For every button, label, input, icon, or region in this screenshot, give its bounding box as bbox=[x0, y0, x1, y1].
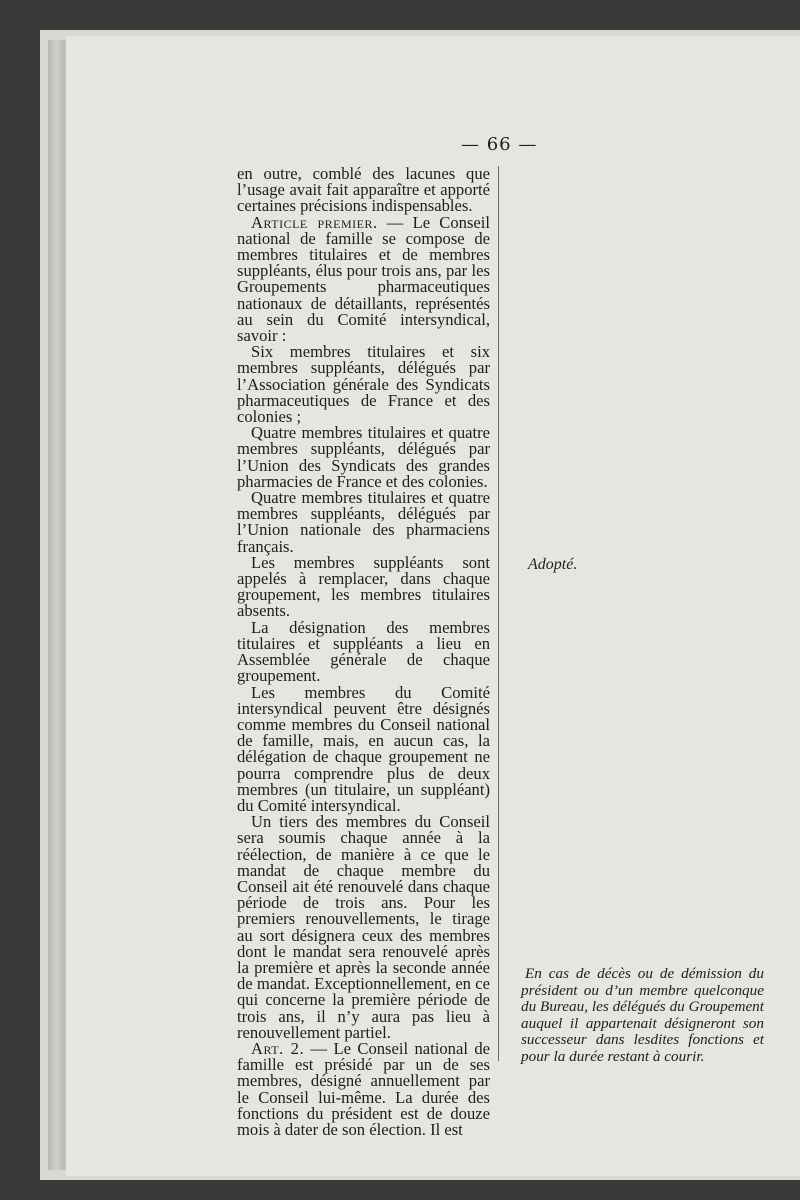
adopte-note: Adopté. bbox=[528, 556, 578, 573]
note-paragraph: En cas de décès ou de démission du président ou d’un membre quelconque du Bureau, les délégués du Groupement auquel il appartenait désigneront son successeur dans lesdites fonctions et pour la durée restant à courir. bbox=[521, 965, 764, 1065]
page-number: — 66 — bbox=[461, 134, 538, 155]
column-divider bbox=[498, 166, 499, 1061]
paragraph: en outre, comblé des lacunes que l’usage avait fait apparaître et apporté certaines précisions indispensables. bbox=[237, 164, 490, 216]
paragraph: La désignation des membres titulaires et suppléants a lieu en Assemblée générale de chaque groupement. bbox=[237, 617, 490, 686]
paragraph: Les membres suppléants sont appelés à remplacer, dans chaque groupement, les membres titulaires absents. bbox=[237, 552, 490, 621]
right-column-note bbox=[521, 966, 764, 1066]
article-body: — Le Conseil national de famille se compose de membres titulaires et de membres suppléants, élus pour trois ans, par les Groupements pharmaceutiques nationaux de détaillants, représentés au sein du Comité intersyndical, savoir : bbox=[237, 212, 490, 346]
article-body: — Le Conseil national de famille est présidé par un de ses membres, désigné annuellement par le Conseil lui-même. La durée des fonctions du président est de douze mois à dater de son élection. Il est bbox=[237, 1038, 490, 1139]
bleed-through-text bbox=[606, 186, 800, 216]
paragraph: Six membres titulaires et six membres suppléants, délégués par l’Association générale des Syndicats pharmaceutiques de France et des colonies ; bbox=[237, 342, 490, 427]
article-premier-paragraph bbox=[237, 212, 490, 346]
paragraph: Quatre membres titulaires et quatre membres suppléants, délégués par l’Union nationale des pharmaciens français. bbox=[237, 488, 490, 556]
paragraph: Quatre membres titulaires et quatre membres suppléants, délégués par l’Union des Syndicats des grandes pharmacies de France et des colonies. bbox=[237, 423, 490, 491]
paragraph: Un tiers des membres du Conseil sera soumis chaque année à la réélection, de manière à ce que le mandat de chaque membre du Conseil ait été renouvelé dans chaque période de trois ans. Pour les premiers renouvellements, le tirage au sort désignera ceux des membres dont le mandat sera renouvelé après la première et après la seconde année de mandat. Exceptionnellement, en ce qui concerne la première période de trois ans, il n’y aura pas lieu à renouvellement partiel. bbox=[237, 812, 490, 1042]
article-heading: Article premier. bbox=[251, 212, 378, 232]
article-heading: Art. 2. bbox=[251, 1038, 305, 1058]
left-column bbox=[237, 166, 490, 1138]
paragraph: Les membres du Comité intersyndical peuvent être désignés comme membres du Conseil national de famille, mais, en aucun cas, la délégation de chaque groupement ne pourra comprendre plus de deux membres (un titulaire, un suppléant) du Comité intersyndical. bbox=[237, 682, 490, 815]
article-2-paragraph bbox=[237, 1038, 490, 1139]
document-page bbox=[66, 36, 800, 1176]
